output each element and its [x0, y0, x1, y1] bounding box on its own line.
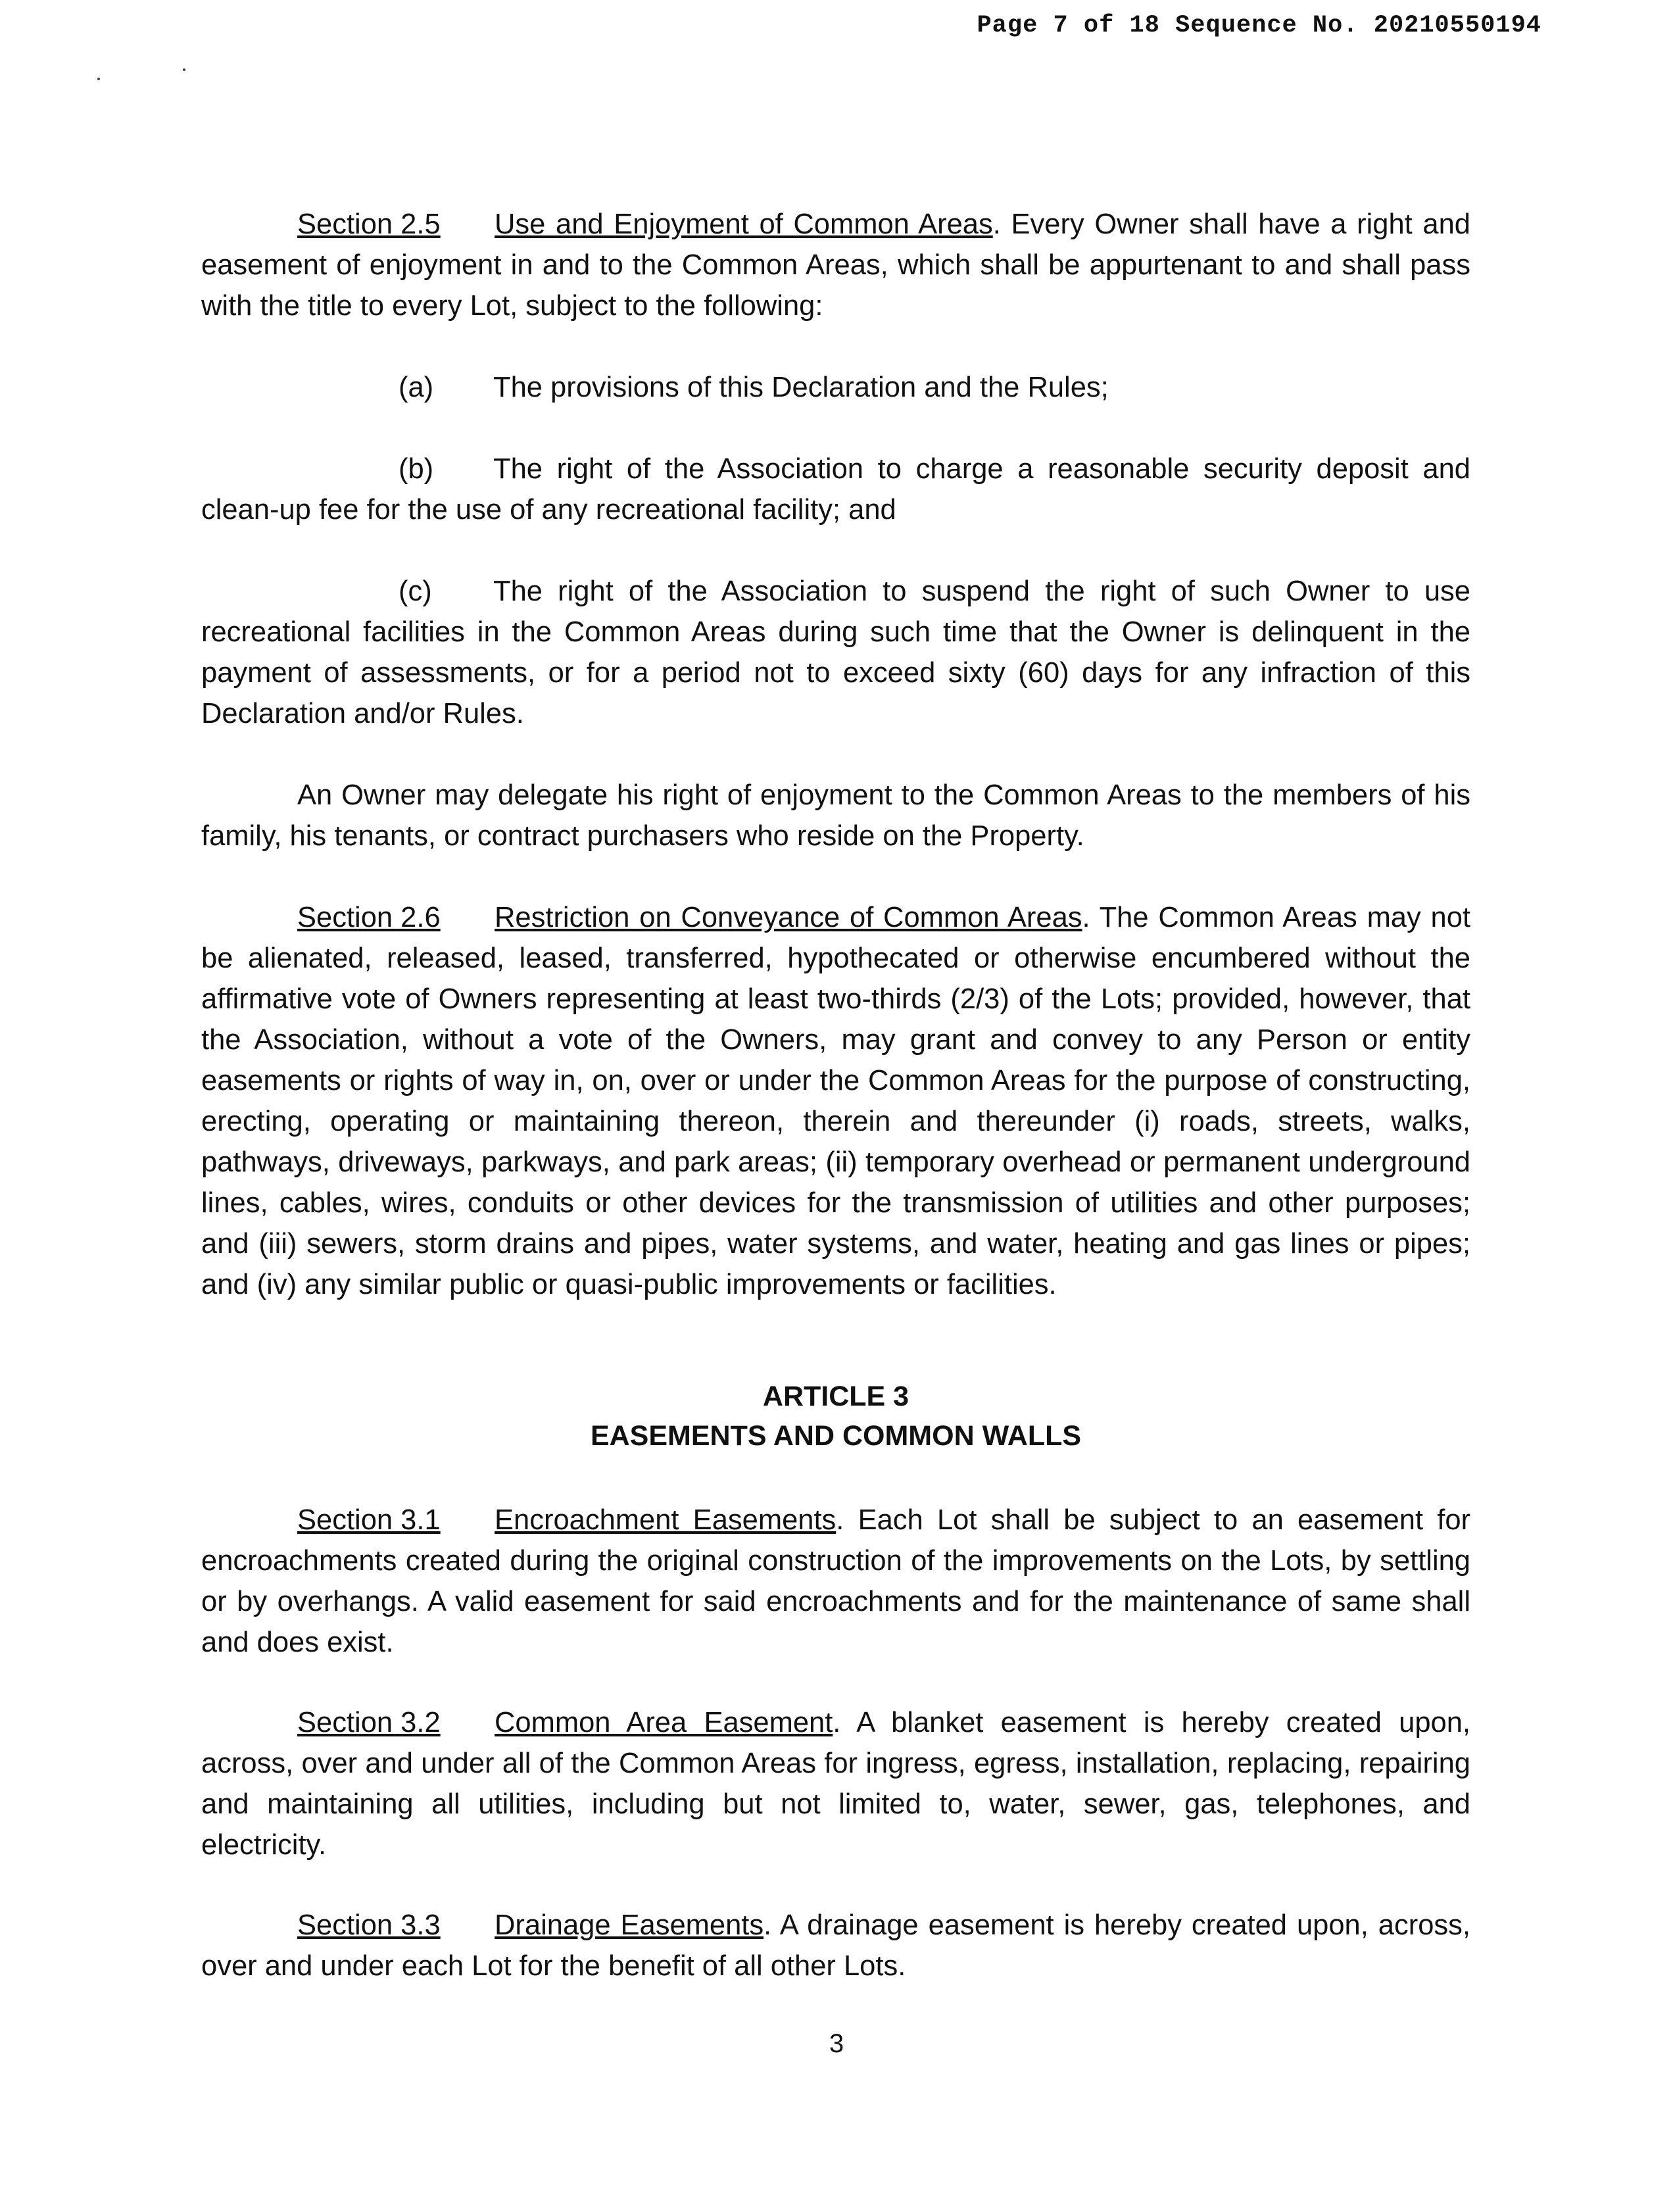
- section-label: Section 3.2: [297, 1707, 441, 1738]
- section-label: Section 3.3: [297, 1909, 441, 1941]
- item-label: (c): [399, 576, 432, 607]
- section-text: . Each Lot shall be subject to an easement for encroachments created during the original construction of the improvements on the Lots, by settling or by overhangs. A valid easement for said encroachments and for the maintenance of same shall and does exist.: [201, 1504, 1470, 1658]
- item-text: The right of the Association to charge a reasonable security deposit and clean-up fee for the use of any recreational facility; and: [201, 453, 1470, 526]
- section-2-5: [201, 204, 1470, 326]
- item-text: The right of the Association to suspend the right of such Owner to use recreational facilities in the Common Areas during such time that the Owner is delinquent in the payment of assessments, or for a period not to exceed sixty (60) days for any infraction of this Declaration and/or Rules.: [201, 576, 1470, 729]
- section-text: . A blanket easement is hereby created upon, across, over and under all of the Common Areas for ingress, egress, installation, replacing, repairing and maintaining all utilities, including but not limited to, water, sewer, gas, telephones, and electricity.: [201, 1707, 1470, 1861]
- section-text: . The Common Areas may not be alienated, released, leased, transferred, hypothecated or otherwise encumbered without the affirmative vote of Owners representing at least two-thirds (2/3) of the Lots; provided, however, that the Association, without a vote of the Owners, may grant and convey to any Person or entity easements or rights of way in, on, over or under the Common Areas for the purpose of constructing, erecting, operating or maintaining thereon, therein and thereunder (i) roads, streets, walks, pathways, driveways, parkways, and park areas; (ii) temporary overhead or permanent underground lines, cables, wires, conduits or other devices for the transmission of utilities and other purposes; and (iii) sewers, storm drains and pipes, water systems, and water, heating and gas lines or pipes; and (iv) any similar public or quasi-public improvements or facilities.: [201, 902, 1470, 1300]
- section-3-2: [201, 1702, 1470, 1865]
- article-number: ARTICLE 3: [762, 1381, 909, 1412]
- section-label: Section 2.6: [297, 902, 441, 933]
- section-label: Section 3.1: [297, 1504, 441, 1536]
- section-2-6: [201, 897, 1470, 1305]
- paragraph-text: An Owner may delegate his right of enjoyment to the Common Areas to the members of his family, his tenants, or contract purchasers who reside on the Property.: [201, 779, 1470, 852]
- page-number: 3: [829, 2029, 844, 2058]
- delegate-paragraph: [201, 775, 1470, 856]
- list-item-a: [201, 367, 1470, 408]
- section-label: Section 2.5: [297, 209, 441, 240]
- section-text: . A drainage easement is hereby created upon, across, over and under each Lot for the benefit of all other Lots.: [201, 1909, 1470, 1982]
- section-3-1: [201, 1500, 1470, 1663]
- list-item-b: [201, 449, 1470, 530]
- item-label: (b): [399, 453, 434, 485]
- section-title: Restriction on Conveyance of Common Areas: [495, 902, 1082, 933]
- scan-speck: [183, 68, 185, 71]
- section-3-3: [201, 1905, 1470, 1986]
- scan-speck: [97, 78, 100, 80]
- section-title: Drainage Easements: [495, 1909, 764, 1941]
- list-item-c: [201, 571, 1470, 734]
- item-text: The provisions of this Declaration and the Rules;: [493, 372, 1109, 403]
- section-title: Common Area Easement: [495, 1707, 833, 1738]
- item-label: (a): [399, 372, 434, 403]
- article-title: EASEMENTS AND COMMON WALLS: [590, 1420, 1082, 1452]
- section-title: Encroachment Easements: [495, 1504, 836, 1536]
- section-title: Use and Enjoyment of Common Areas: [495, 209, 993, 240]
- page-header: Page 7 of 18 Sequence No. 20210550194: [977, 12, 1541, 39]
- section-text: . Every Owner shall have a right and easement of enjoyment in and to the Common Areas, which shall be appurtenant to and shall pass with the title to every Lot, subject to the following:: [201, 209, 1470, 322]
